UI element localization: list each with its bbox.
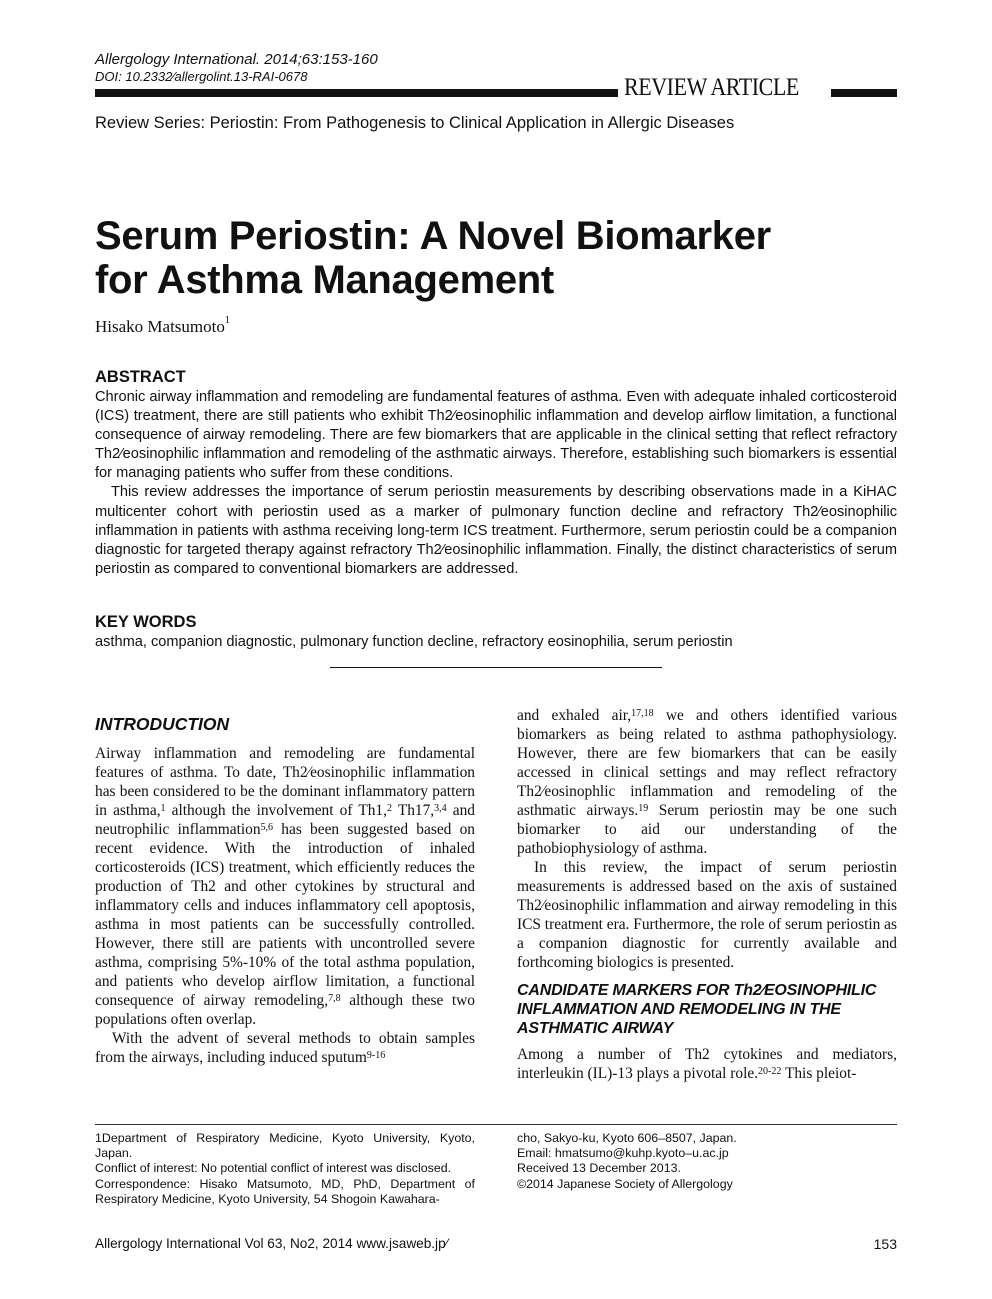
body-column-left xyxy=(95,706,475,1067)
abstract-heading: ABSTRACT xyxy=(95,368,186,386)
citation-ref[interactable]: 19 xyxy=(638,803,649,814)
doi[interactable]: DOI: 10.2332⁄allergolint.13-RAI-0678 xyxy=(95,69,308,84)
section-heading: CANDIDATE MARKERS FOR Th2⁄EOSINOPHILIC INFLAMMATION AND REMODELING IN THE ASTHMATIC AIRWAY xyxy=(517,982,877,1037)
affiliation-footnote: 1Department of Respiratory Medicine, Kyoto University, Kyoto, Japan. xyxy=(95,1131,475,1161)
journal-citation: Allergology International. 2014;63:153-160 xyxy=(95,51,378,68)
footnotes-left xyxy=(95,1131,475,1207)
author-name: Hisako Matsumoto xyxy=(95,317,225,336)
author-affiliation-mark: 1 xyxy=(224,315,230,326)
citation-ref[interactable]: 3,4 xyxy=(434,803,447,814)
keywords-heading: KEY WORDS xyxy=(95,613,197,631)
citation-ref[interactable]: 9-16 xyxy=(366,1050,386,1061)
abstract xyxy=(95,388,897,579)
header-rule-right xyxy=(831,89,897,97)
author xyxy=(95,317,230,337)
body-paragraph: In this review, the impact of serum periostin measurements is addressed based on the axis of sustained Th2⁄eosinophilic inflammation and airway remodeling in this ICS treatment era. Furthermore, the role of serum periostin as a companion diagnostic for currently available and forthcoming biologics is presented. xyxy=(517,859,897,971)
correspondence: Correspondence: Hisako Matsumoto, MD, PhD, Department of Respiratory Medicine, Kyoto University, 54 Shogoin Kawahara- xyxy=(95,1176,475,1206)
footer-citation: Allergology International Vol 63, No2, 2014 www.jsaweb.jp⁄ xyxy=(95,1236,448,1251)
abstract-paragraph: Chronic airway inflammation and remodeling are fundamental features of asthma. Even with adequate inhaled corticosteroid (ICS) treatment, there are still patients who exhibit Th2⁄eosinophilic inflammation and develop airflow limitation, a functional consequence of airway remodeling. There are few biomarkers that are applicable in the clinical setting that reflect refractory Th2⁄eosinophilic inflammation and remodeling of the asthmatic airways. Therefore, establishing such biomarkers is essential for managing patients who suffer from these conditions. xyxy=(95,389,897,482)
page-number: 153 xyxy=(873,1236,897,1252)
section-divider xyxy=(330,667,662,668)
citation-ref[interactable]: 20-22 xyxy=(758,1066,782,1077)
header-rule-left xyxy=(95,89,618,97)
article-title xyxy=(95,214,915,302)
article-type-label: REVIEW ARTICLE xyxy=(624,74,799,101)
body-column-right xyxy=(517,706,897,1083)
body-paragraph: Among a number of Th2 cytokines and mediators, interleukin (IL)-13 plays a pivotal role.$^{20-22}$ This pleiot- xyxy=(517,1046,897,1082)
body-paragraph: and exhaled air,$^{17,18}$ we and others identified various biomarkers as being related to asthma pathophysiology. However, there are few biomarkers that can be easily accessed in clinical settings and may reflect refractory Th2⁄eosinophlic inflammation and remodeling of the asthmatic airways.$^{19}$ Serum periostin may be one such biomarker to aid our understanding of the pathobiophysiology of asthma. xyxy=(517,707,897,857)
citation-ref[interactable]: 5,6 xyxy=(260,822,274,833)
email[interactable]: Email: hmatsumo@kuhp.kyoto–u.ac.jp xyxy=(517,1146,729,1161)
footnote-rule xyxy=(95,1124,897,1125)
review-series: Review Series: Periostin: From Pathogenesis to Clinical Application in Allergic Diseases xyxy=(95,114,735,132)
abstract-paragraph: This review addresses the importance of serum periostin measurements by describing observations made in a KiHAC multicenter cohort with periostin used as a marker of pulmonary function decline and refractory Th2⁄eosinophilic inflammation in patients with asthma receiving long-term ICS treatment. Furthermore, serum periostin could be a companion diagnostic for targeted therapy against refractory Th2⁄eosinophilic inflammation. Finally, the distinct characteristics of serum periostin as compared to conventional biomarkers are addressed. xyxy=(95,484,897,577)
footnotes-right xyxy=(517,1131,897,1192)
citation-ref[interactable]: 1 xyxy=(160,803,166,814)
title-line: Serum Periostin: A Novel Biomarker xyxy=(95,214,771,258)
body-paragraph: Airway inflammation and remodeling are fundamental features of asthma. To date, Th2⁄eosinophilic inflammation has been considered to be the dominant inflammatory pattern in asthma,$^1$ although the involvement of Th1,$^2$ Th17,$^{3,4}$ and neutrophilic inflammation$^{5,6}$ has been suggested based on recent evidence. With the introduction of inhaled corticosteroids (ICS) treatment, which efficiently reduces the production of Th2 and other cytokines by structural and inflammatory cells and induces inflammatory cell apoptosis, asthma in most patients can be successfully controlled. However, there still are patients with uncontrolled severe asthma, comprising 5%-10% of the total asthma population, and patients who develop airflow limitation, a functional consequence of airway remodeling,$^{7,8}$ although these two populations often overlap. xyxy=(95,745,476,1028)
keywords: asthma, companion diagnostic, pulmonary function decline, refractory eosinophilia, serum periostin xyxy=(95,634,733,650)
body-paragraph: With the advent of several methods to obtain samples from the airways, including induced sputum$^{9-16}$ xyxy=(95,1030,475,1066)
correspondence-address: cho, Sakyo-ku, Kyoto 606–8507, Japan. xyxy=(517,1131,737,1145)
citation-ref[interactable]: 2 xyxy=(386,803,392,814)
citation-ref[interactable]: 7,8 xyxy=(328,993,341,1004)
citation-ref[interactable]: 17,18 xyxy=(631,708,654,719)
conflict-of-interest: Conflict of interest: No potential conflict of interest was disclosed. xyxy=(95,1161,452,1176)
received-date: Received 13 December 2013. xyxy=(517,1161,681,1176)
introduction-heading: INTRODUCTION xyxy=(95,714,230,734)
copyright: ©2014 Japanese Society of Allergology xyxy=(517,1176,733,1191)
title-line: for Asthma Management xyxy=(95,258,554,302)
